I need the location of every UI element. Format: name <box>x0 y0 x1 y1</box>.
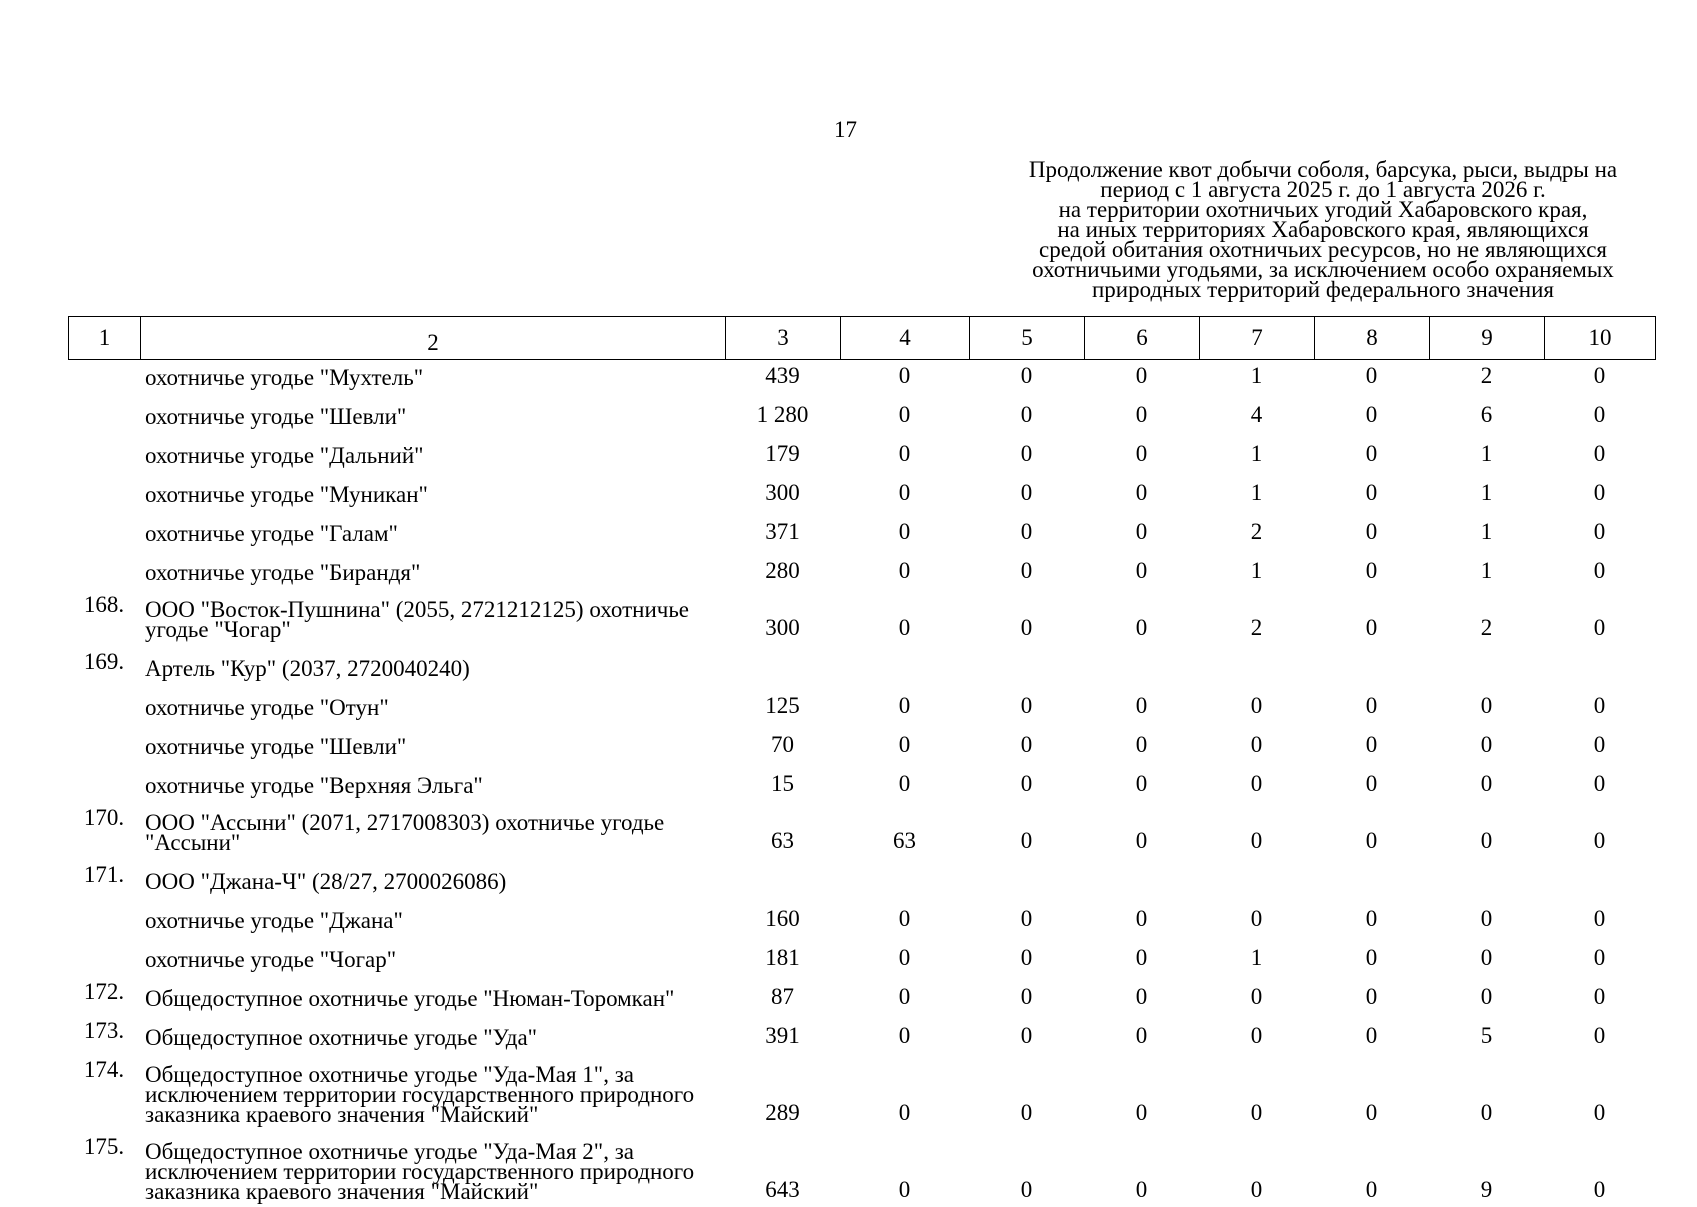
row-value-col-9: 2 <box>1480 615 1493 640</box>
table-row <box>68 897 1655 936</box>
row-value-col-3: 15 <box>771 771 794 796</box>
row-value-col-8: 0 <box>1365 615 1378 640</box>
row-value-col-4: 0 <box>898 693 911 718</box>
row-value-col-7: 0 <box>1250 1100 1263 1125</box>
row-value-col-8: 0 <box>1365 558 1378 583</box>
row-value-col-3: 289 <box>765 1100 800 1125</box>
row-value-col-3: 125 <box>765 693 800 718</box>
row-value-col-4 <box>840 858 969 897</box>
row-number: 169. <box>83 649 125 674</box>
row-value-col-9: 0 <box>1480 732 1493 757</box>
table-caption <box>1003 157 1643 302</box>
row-value-col-9: 1 <box>1480 480 1493 505</box>
row-value-col-10: 0 <box>1593 1023 1606 1048</box>
table-row <box>68 588 1655 645</box>
row-name: ООО "Джана-Ч" (28/27, 2700026086) <box>145 869 507 894</box>
row-value-col-9: 0 <box>1480 771 1493 796</box>
row-number: 173. <box>83 1018 125 1043</box>
row-value-col-9: 0 <box>1480 1100 1493 1125</box>
row-name: охотничье угодье "Дальний" <box>145 443 424 468</box>
row-value-col-4: 0 <box>898 402 911 427</box>
row-number <box>68 393 140 432</box>
row-value-col-9: 2 <box>1480 363 1493 388</box>
row-number <box>68 354 140 393</box>
row-value-col-4: 0 <box>898 771 911 796</box>
row-value-col-7: 0 <box>1250 732 1263 757</box>
row-value-col-9: 1 <box>1480 519 1493 544</box>
row-value-col-9: 0 <box>1480 945 1493 970</box>
row-value-col-3: 300 <box>765 615 800 640</box>
row-value-col-7: 0 <box>1250 771 1263 796</box>
row-value-col-7 <box>1199 645 1314 684</box>
row-name: охотничье угодье "Бирандя" <box>145 560 421 585</box>
row-number <box>68 510 140 549</box>
row-value-col-3: 391 <box>765 1023 800 1048</box>
row-value-col-10: 0 <box>1593 1177 1606 1202</box>
row-value-col-9: 0 <box>1480 906 1493 931</box>
row-value-col-3: 160 <box>765 906 800 931</box>
row-value-col-9: 1 <box>1480 558 1493 583</box>
row-value-col-4: 0 <box>898 945 911 970</box>
table-row <box>68 858 1655 897</box>
row-value-col-9: 0 <box>1480 984 1493 1009</box>
row-value-col-7: 0 <box>1250 984 1263 1009</box>
row-value-col-6: 0 <box>1135 945 1148 970</box>
table-row <box>68 471 1655 510</box>
row-value-col-6: 0 <box>1135 1023 1148 1048</box>
table-row <box>68 645 1655 684</box>
row-value-col-9 <box>1429 858 1544 897</box>
row-value-col-4: 0 <box>898 732 911 757</box>
row-value-col-8: 0 <box>1365 519 1378 544</box>
row-value-col-4: 63 <box>893 828 916 853</box>
row-value-col-4: 0 <box>898 363 911 388</box>
row-name: охотничье угодье "Шевли" <box>145 734 407 759</box>
row-number <box>68 684 140 723</box>
row-value-col-4: 0 <box>898 519 911 544</box>
row-value-col-9: 0 <box>1480 693 1493 718</box>
column-header-5: 5 <box>970 317 1085 360</box>
column-header-9: 9 <box>1430 317 1545 360</box>
row-name: охотничье угодье "Чогар" <box>145 947 397 972</box>
column-header-4: 4 <box>841 317 970 360</box>
row-value-col-6 <box>1084 645 1199 684</box>
row-value-col-6: 0 <box>1135 828 1148 853</box>
row-value-col-3: 70 <box>771 732 794 757</box>
column-header-8: 8 <box>1315 317 1430 360</box>
row-value-col-3: 439 <box>765 363 800 388</box>
row-value-col-3: 181 <box>765 945 800 970</box>
row-value-col-10: 0 <box>1593 558 1606 583</box>
row-name: Общедоступное охотничье угодье "Уда-Мая 2", за исключением территории государственного природного заказника краевого значения "Майский" <box>145 1139 695 1204</box>
row-value-col-4: 0 <box>898 984 911 1009</box>
row-value-col-10: 0 <box>1593 771 1606 796</box>
table-row <box>68 723 1655 762</box>
column-header-7: 7 <box>1200 317 1315 360</box>
row-number <box>68 936 140 975</box>
row-value-col-5 <box>969 858 1084 897</box>
row-value-col-4: 0 <box>898 906 911 931</box>
row-value-col-5: 0 <box>1020 441 1033 466</box>
row-value-col-3: 643 <box>765 1177 800 1202</box>
row-value-col-4: 0 <box>898 441 911 466</box>
caption-line: охотничьими угодьями, за исключением особо охраняемых <box>1032 257 1614 282</box>
row-value-col-5: 0 <box>1020 1177 1033 1202</box>
row-value-col-10: 0 <box>1593 441 1606 466</box>
row-value-col-7: 4 <box>1250 402 1263 427</box>
row-value-col-10: 0 <box>1593 363 1606 388</box>
row-value-col-4: 0 <box>898 480 911 505</box>
row-value-col-9: 9 <box>1480 1177 1493 1202</box>
row-value-col-10: 0 <box>1593 480 1606 505</box>
row-value-col-6: 0 <box>1135 615 1148 640</box>
row-value-col-4: 0 <box>898 615 911 640</box>
row-value-col-7: 0 <box>1250 1023 1263 1048</box>
row-name: охотничье угодье "Отун" <box>145 695 389 720</box>
row-value-col-4: 0 <box>898 1177 911 1202</box>
row-value-col-8: 0 <box>1365 402 1378 427</box>
row-value-col-8: 0 <box>1365 1100 1378 1125</box>
row-value-col-8 <box>1314 858 1429 897</box>
row-value-col-8 <box>1314 645 1429 684</box>
table-row <box>68 975 1655 1014</box>
row-value-col-6: 0 <box>1135 984 1148 1009</box>
row-value-col-8: 0 <box>1365 984 1378 1009</box>
row-value-col-9 <box>1429 645 1544 684</box>
row-value-col-6: 0 <box>1135 1177 1148 1202</box>
row-value-col-7: 0 <box>1250 906 1263 931</box>
row-name: охотничье угодье "Мухтель" <box>145 365 424 390</box>
row-value-col-8: 0 <box>1365 363 1378 388</box>
row-value-col-7: 0 <box>1250 828 1263 853</box>
table-row <box>68 801 1655 858</box>
row-value-col-4 <box>840 645 969 684</box>
table-row <box>68 936 1655 975</box>
row-value-col-6: 0 <box>1135 693 1148 718</box>
caption-line: на территории охотничьих угодий Хабаровского края, <box>1058 197 1588 222</box>
column-header-2: 2 <box>141 317 726 360</box>
row-value-col-6: 0 <box>1135 363 1148 388</box>
table-row <box>68 684 1655 723</box>
row-value-col-5: 0 <box>1020 1100 1033 1125</box>
row-value-col-7: 1 <box>1250 945 1263 970</box>
row-value-col-5: 0 <box>1020 519 1033 544</box>
table-row <box>68 1053 1655 1130</box>
row-number: 172. <box>83 979 125 1004</box>
row-value-col-3: 179 <box>765 441 800 466</box>
row-number: 170. <box>83 805 125 830</box>
row-name: Общедоступное охотничье угодье "Нюман-Торомкан" <box>145 986 675 1011</box>
row-value-col-10: 0 <box>1593 945 1606 970</box>
row-value-col-7: 0 <box>1250 1177 1263 1202</box>
caption-line: средой обитания охотничьих ресурсов, но не являющихся <box>1038 237 1607 262</box>
table-row <box>68 510 1655 549</box>
row-value-col-7 <box>1199 858 1314 897</box>
row-value-col-8: 0 <box>1365 945 1378 970</box>
row-value-col-6: 0 <box>1135 732 1148 757</box>
row-value-col-5: 0 <box>1020 558 1033 583</box>
row-name: охотничье угодье "Галам" <box>145 521 398 546</box>
row-value-col-3: 1 280 <box>756 402 809 427</box>
row-value-col-6 <box>1084 858 1199 897</box>
table-row <box>68 762 1655 801</box>
row-value-col-5: 0 <box>1020 363 1033 388</box>
row-value-col-8: 0 <box>1365 906 1378 931</box>
row-number: 174. <box>83 1057 125 1082</box>
row-value-col-5: 0 <box>1020 693 1033 718</box>
row-value-col-8: 0 <box>1365 441 1378 466</box>
row-value-col-8: 0 <box>1365 693 1378 718</box>
column-header-10: 10 <box>1545 317 1656 360</box>
row-value-col-10: 0 <box>1593 615 1606 640</box>
row-name: Общедоступное охотничье угодье "Уда" <box>145 1025 538 1050</box>
row-number <box>68 471 140 510</box>
row-name: охотничье угодье "Муникан" <box>145 482 428 507</box>
row-value-col-10: 0 <box>1593 984 1606 1009</box>
row-number <box>68 762 140 801</box>
row-value-col-5: 0 <box>1020 828 1033 853</box>
row-value-col-7: 1 <box>1250 558 1263 583</box>
row-value-col-10: 0 <box>1593 402 1606 427</box>
row-value-col-9: 5 <box>1480 1023 1493 1048</box>
row-value-col-8: 0 <box>1365 732 1378 757</box>
table-row <box>68 1130 1655 1207</box>
row-value-col-9: 0 <box>1480 828 1493 853</box>
row-value-col-5: 0 <box>1020 906 1033 931</box>
row-value-col-9: 1 <box>1480 441 1493 466</box>
caption-line: на иных территориях Хабаровского края, являющихся <box>1057 217 1589 242</box>
row-value-col-8: 0 <box>1365 771 1378 796</box>
table-row <box>68 354 1655 393</box>
table-row <box>68 1014 1655 1053</box>
table-row <box>68 432 1655 471</box>
caption-line: период с 1 августа 2025 г. до 1 августа 2026 г. <box>1100 177 1546 202</box>
row-value-col-6: 0 <box>1135 480 1148 505</box>
row-value-col-4: 0 <box>898 1023 911 1048</box>
row-value-col-5: 0 <box>1020 402 1033 427</box>
column-header-6: 6 <box>1085 317 1200 360</box>
row-value-col-7: 1 <box>1250 363 1263 388</box>
row-value-col-7: 0 <box>1250 693 1263 718</box>
row-value-col-6: 0 <box>1135 906 1148 931</box>
row-value-col-10: 0 <box>1593 732 1606 757</box>
caption-line: Продолжение квот добычи соболя, барсука, рыси, выдры на <box>1028 157 1618 182</box>
quota-table <box>68 354 1655 1207</box>
row-name: ООО "Ассыни" (2071, 2717008303) охотничье угодье "Ассыни" <box>145 810 665 855</box>
row-value-col-7: 2 <box>1250 615 1263 640</box>
row-value-col-5: 0 <box>1020 945 1033 970</box>
row-number: 168. <box>83 592 125 617</box>
row-value-col-6: 0 <box>1135 558 1148 583</box>
row-name: Общедоступное охотничье угодье "Уда-Мая 1", за исключением территории государственного природного заказника краевого значения "Майский" <box>145 1062 695 1127</box>
row-number: 175. <box>83 1134 125 1159</box>
row-number <box>68 897 140 936</box>
row-value-col-3: 371 <box>765 519 800 544</box>
row-value-col-5: 0 <box>1020 771 1033 796</box>
row-value-col-5: 0 <box>1020 480 1033 505</box>
row-value-col-5: 0 <box>1020 984 1033 1009</box>
row-value-col-5: 0 <box>1020 1023 1033 1048</box>
row-value-col-7: 2 <box>1250 519 1263 544</box>
row-number: 171. <box>83 862 125 887</box>
table-row <box>68 393 1655 432</box>
row-value-col-7: 1 <box>1250 480 1263 505</box>
table-row <box>68 549 1655 588</box>
row-value-col-3 <box>725 645 840 684</box>
row-value-col-9: 6 <box>1480 402 1493 427</box>
row-name: ООО "Восток-Пушнина" (2055, 2721212125) охотничье угодье "Чогар" <box>145 597 690 642</box>
row-value-col-3: 300 <box>765 480 800 505</box>
row-value-col-4: 0 <box>898 558 911 583</box>
row-name: охотничье угодье "Шевли" <box>145 404 407 429</box>
row-name: охотничье угодье "Верхняя Эльга" <box>145 773 483 798</box>
row-value-col-8: 0 <box>1365 480 1378 505</box>
row-value-col-3: 63 <box>771 828 794 853</box>
row-value-col-5: 0 <box>1020 615 1033 640</box>
caption-line: природных территорий федерального значения <box>1091 277 1555 302</box>
column-header-3: 3 <box>726 317 841 360</box>
row-value-col-6: 0 <box>1135 771 1148 796</box>
row-value-col-3 <box>725 858 840 897</box>
row-number <box>68 723 140 762</box>
row-value-col-10 <box>1544 858 1655 897</box>
page-number: 17 <box>834 117 857 142</box>
row-name: охотничье угодье "Джана" <box>145 908 403 933</box>
row-value-col-8: 0 <box>1365 1177 1378 1202</box>
row-value-col-8: 0 <box>1365 828 1378 853</box>
row-value-col-6: 0 <box>1135 1100 1148 1125</box>
row-value-col-4: 0 <box>898 1100 911 1125</box>
row-number <box>68 432 140 471</box>
row-value-col-3: 280 <box>765 558 800 583</box>
row-value-col-5: 0 <box>1020 732 1033 757</box>
row-value-col-10: 0 <box>1593 693 1606 718</box>
row-value-col-7: 1 <box>1250 441 1263 466</box>
row-value-col-10: 0 <box>1593 519 1606 544</box>
row-value-col-6: 0 <box>1135 402 1148 427</box>
row-value-col-10: 0 <box>1593 906 1606 931</box>
row-value-col-10: 0 <box>1593 1100 1606 1125</box>
row-value-col-10: 0 <box>1593 828 1606 853</box>
row-value-col-6: 0 <box>1135 441 1148 466</box>
row-name: Артель "Кур" (2037, 2720040240) <box>145 656 470 681</box>
row-number <box>68 549 140 588</box>
row-value-col-5 <box>969 645 1084 684</box>
row-value-col-10 <box>1544 645 1655 684</box>
row-value-col-3: 87 <box>771 984 794 1009</box>
row-value-col-6: 0 <box>1135 519 1148 544</box>
column-header-1: 1 <box>69 317 141 360</box>
row-value-col-8: 0 <box>1365 1023 1378 1048</box>
